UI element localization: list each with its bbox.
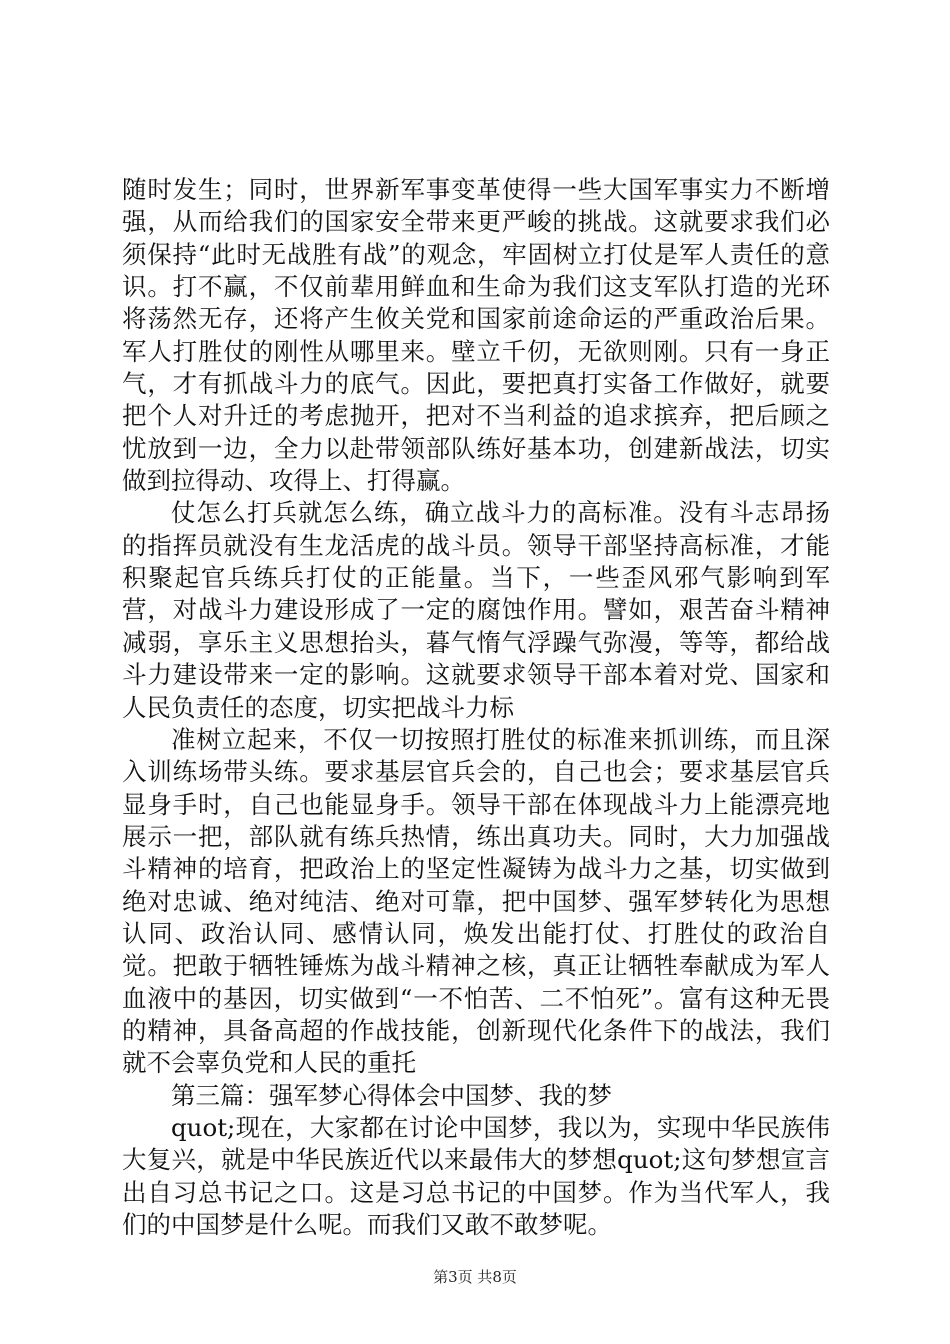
- page-number-footer: 第3页 共8页: [433, 1268, 517, 1286]
- document-body: [122, 174, 830, 1241]
- paragraph-1: 随时发生；同时，世界新军事变革使得一些大国军事实力不断增强，从而给我们的国家安全带来更严峻的挑战。这就要求我们必须保持“此时无战胜有战”的观念，牢固树立打仗是军人责任的意识。打不赢，不仅前辈用鲜血和生命为我们这支军队打造的光环将荡然无存，还将产生攸关党和国家前途命运的严重政治后果。军人打胜仗的刚性从哪里来。壁立千仞，无欲则刚。只有一身正气，才有抓战斗力的底气。因此，要把真打实备工作做好，就要把个人对升迁的考虑抛开，把对不当利益的追求摈弃，把后顾之忧放到一边，全力以赴带领部队练好基本功，创建新战法，切实做到拉得动、攻得上、打得赢。: [122, 175, 830, 496]
- paragraph-2: 仗怎么打兵就怎么练，确立战斗力的高标准。没有斗志昂扬的指挥员就没有生龙活虎的战斗员。领导干部坚持高标准，才能积聚起官兵练兵打仗的正能量。当下，一些歪风邪气影响到军营，对战斗力建设形成了一定的腐蚀作用。譬如，艰苦奋斗精神减弱，享乐主义思想抬头，暮气惰气浮躁气弥漫，等等，都给战斗力建设带来一定的影响。这就要求领导干部本着对党、国家和人民负责任的态度，切实把战斗力标: [122, 498, 830, 722]
- paragraph-3: 准树立起来，不仅一切按照打胜仗的标准来抓训练，而且深入训练场带头练。要求基层官兵会的，自己也会；要求基层官兵显身手时，自己也能显身手。领导干部在体现战斗力上能漂亮地展示一把，部队就有练兵热情，练出真功夫。同时，大力加强战斗精神的培育，把政治上的坚定性凝铸为战斗力之基，切实做到绝对忠诚、绝对纯洁、绝对可靠，把中国梦、强军梦转化为思想认同、政治认同、感情认同，焕发出能打仗、打胜仗的政治自觉。把敢于牺牲锤炼为战斗精神之核，真正让牺牲奉献成为军人血液中的基因，切实做到“一不怕苦、二不怕死”。富有这种无畏的精神，具备高超的作战技能，创新现代化条件下的战法，我们就不会辜负党和人民的重托: [122, 724, 830, 1078]
- section-heading: 第三篇：强军梦心得体会中国梦、我的梦: [171, 1080, 612, 1110]
- paragraph-4: quot;现在，大家都在讨论中国梦，我以为，实现中华民族伟大复兴，就是中华民族近代以来最伟大的梦想quot;这句梦想宣言出自习总书记之口。这是习总书记的中国梦。作为当代军人，我们的中国梦是什么呢。而我们又敢不敢梦呢。: [122, 1112, 830, 1239]
